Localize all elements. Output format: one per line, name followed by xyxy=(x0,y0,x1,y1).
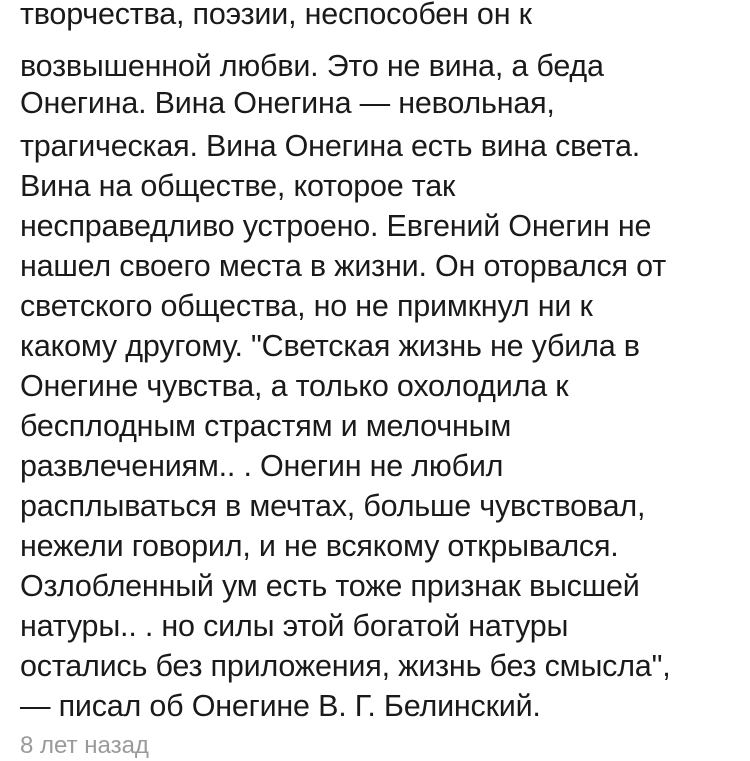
post-text-line: остались без приложения, жизнь без смысла", xyxy=(20,649,671,683)
post-text-line: расплываться в мечтах, больше чувствовал, xyxy=(20,489,646,523)
post-timestamp: 8 лет назад xyxy=(20,732,149,759)
post-text-line: возвышенной любви. Это не вина, а беда xyxy=(20,49,604,83)
post-text-line: развлечениям.. . Онегин не любил xyxy=(20,449,504,483)
post-text-line: нашел своего места в жизни. Он оторвался от xyxy=(20,249,667,283)
post-text-line: Вина на обществе, которое так xyxy=(20,169,456,203)
post-text-line: несправедливо устроено. Евгений Онегин не xyxy=(20,209,652,243)
post-text-line: бесплодным страстям и мелочным xyxy=(20,409,512,443)
post-text-line: нежели говорил, и не всякому открывался. xyxy=(20,529,619,563)
post-text-line: — писал об Онегине В. Г. Белинский. xyxy=(20,689,541,723)
post-text-line: Онегине чувства, а только охолодила к xyxy=(20,369,569,403)
post-text-line: трагическая. Вина Онегина есть вина света. xyxy=(20,129,641,163)
post-text-line: Озлобленный ум есть тоже признак высшей xyxy=(20,569,640,603)
post-text-line: Онегина. Вина Онегина — невольная, xyxy=(20,86,555,120)
post-text-line: светского общества, но не примкнул ни к xyxy=(20,289,593,323)
post-text-line: творчества, поэзии, неспособен он к xyxy=(20,0,532,31)
post-text-line: натуры.. . но силы этой богатой натуры xyxy=(20,609,569,643)
post-text-line: какому другому. "Светская жизнь не убила в xyxy=(20,329,640,363)
